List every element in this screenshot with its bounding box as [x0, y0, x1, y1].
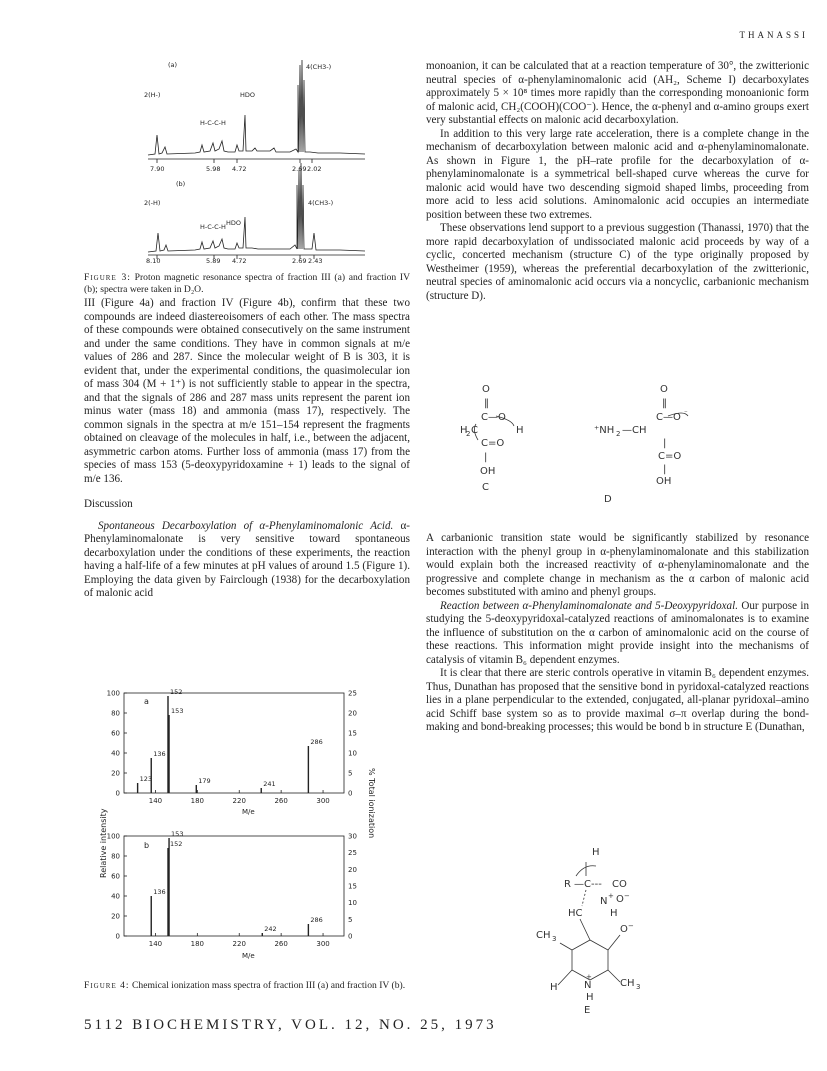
x-tick-a: 140	[148, 797, 163, 805]
section-run-in-title: Spontaneous Decarboxylation of α-Phenylaminomalonic Acid.	[98, 519, 394, 532]
ms-peak-label-b: 286	[310, 916, 323, 924]
svg-text:H: H	[586, 992, 594, 1003]
panel-a-ring-label: H-C-C-H	[200, 119, 226, 127]
x-tick-a: 220	[232, 797, 246, 805]
ms-peak-label-b: 152	[170, 840, 183, 848]
y-tick-right-a: 15	[348, 729, 357, 738]
panel-b-tick: 5.89	[206, 257, 221, 265]
svg-text:−: −	[624, 892, 630, 900]
svg-text:|: |	[663, 438, 667, 449]
panel-a-tick: 2.69	[292, 165, 307, 173]
right-paragraph-2: In addition to this very large rate acceleration, there is a complete change in the mechanism of decarboxylation between malonic acid and α-phenylaminomalonate. As shown in Figure 1, the pH–rate profile for the decarboxylation of α-phenylaminomalonate is a symmetrical bell-shaped curve whereas the curve for malonic acid would have two descending sigmoid shaped limbs, proceeding from more acid to less acid solutions. Aminomalonic acid occupies an intermediate position between these two extremes.	[426, 127, 809, 221]
panel-a-aromatic-label: 2(H-)	[144, 91, 161, 99]
panel-b-tick: 2.69	[292, 257, 307, 265]
svg-text:O: O	[660, 384, 668, 395]
x-tick-b: 300	[316, 940, 330, 948]
right-paragraph-4: A carbanionic transition state would be significantly stabilized by resonance interaction with the phenyl group in α-phenylaminomalonate and this stabilization would explain both the increased reactivity of α-phenylaminomalonate and the progressive and complete change in mechanism as the α carbon of malonic acid becomes substituted with amino and phenyl groups.	[426, 532, 809, 598]
svg-text:C: C	[471, 425, 478, 436]
ms-peak-label-a: 123	[139, 775, 153, 783]
x-axis-label-b: M/e	[242, 952, 255, 960]
svg-text:+: +	[586, 973, 592, 981]
y-tick-right-a: 20	[348, 709, 357, 718]
y-axis-left-label: Relative intensity	[99, 808, 108, 878]
structure-e	[520, 840, 680, 1015]
svg-text:+: +	[608, 892, 614, 900]
panel-b-hdo-label: HDO	[226, 219, 242, 227]
left-paragraph-1: III (Figure 4a) and fraction IV (Figure 4b), confirm that these two compounds are indeed diastereoisomers of each other. The mass spectra of these compounds were obtained consecutively on the same instrument and under the same conditions. They have in common signals at m/e values of 286 and 287. Since the molecular weight of B is 303, it is evident that, under the experimental conditions, the quasimolecular ion of mass 304 (M + 1⁺) is not sufficiently stable to appear in the spectra, and that the signals of 286 and 287 mass units represent the parent ion minus water (mass 18) and ammonia (mass 17), respectively. The common signals in the spectra at m/e 151–154 represent the fragments obtained on cleavage of the molecules in half, i.e., between the adjacent, asymmetric carbon atoms. Further loss of ammonia (mass 17) from the species of mass 153 (5-deoxypyridoxamine + 1) leads to the signal of m/e 136.	[84, 297, 410, 485]
running-head: THANASSI	[739, 30, 808, 40]
svg-text:OH: OH	[656, 476, 672, 487]
svg-text:H: H	[592, 847, 600, 858]
y-tick-left-b: 0	[115, 932, 120, 941]
svg-text:2: 2	[616, 430, 621, 438]
y-tick-left-b: 40	[111, 892, 120, 901]
y-tick-right-a: 10	[348, 749, 357, 758]
svg-text:OH: OH	[480, 466, 496, 477]
svg-text:C=O: C=O	[481, 438, 505, 449]
y-tick-right-a: 0	[348, 789, 353, 798]
svg-text:H: H	[516, 425, 524, 436]
ms-peak-label-a: 241	[263, 780, 276, 788]
svg-text:3: 3	[636, 983, 641, 991]
svg-text:N: N	[584, 980, 592, 991]
svg-text:HC: HC	[568, 908, 583, 919]
right-paragraph-5	[426, 600, 809, 668]
y-tick-left-a: 0	[115, 789, 120, 798]
right-column-bottom	[426, 532, 809, 735]
svg-text:⁻: ⁻	[684, 409, 688, 417]
y-axis-right-label: % Total ionization	[367, 768, 376, 839]
panel-b-label: (b)	[176, 180, 186, 188]
svg-text:2: 2	[466, 430, 471, 438]
y-tick-left-b: 60	[111, 872, 120, 881]
structure-d-label: D	[604, 494, 612, 505]
ms-panel-a-label: a	[144, 697, 149, 706]
section-run-in-title: Reaction between α-Phenylaminomalonate and 5-Deoxypyridoxal.	[440, 599, 738, 612]
svg-text:O: O	[620, 924, 628, 935]
panel-a-hdo-label: HDO	[240, 91, 256, 99]
structures-c-and-d	[426, 380, 809, 520]
svg-text:—CH: —CH	[622, 425, 647, 436]
svg-text:|: |	[484, 452, 488, 463]
y-tick-right-b: 25	[348, 849, 357, 858]
svg-text:‖: ‖	[662, 398, 667, 409]
svg-text:CH: CH	[536, 930, 551, 941]
y-tick-right-b: 30	[348, 832, 357, 841]
y-tick-right-b: 10	[348, 899, 357, 908]
panel-a-tick: 5.98	[206, 165, 221, 173]
figure-3-caption	[84, 272, 410, 295]
section-body: α-Phenylaminomalonate is very sensitive toward spontaneous decarboxylation under the conditions of these experiments, the reaction having a half-life of a few minutes at pH values of around 1.5 (Figure 1). Employing the data given by Fairclough (1938) for the decarboxylation of malonic acid	[84, 519, 410, 599]
ms-peak-label-a: 153	[171, 707, 184, 715]
svg-text:—C---: —C---	[574, 879, 602, 890]
figure-4-mass-spectra	[84, 688, 394, 970]
y-tick-left-a: 80	[111, 709, 120, 718]
figure-3-caption-text: Proton magnetic resonance spectra of fraction III (a) and fraction IV (b); spectra were taken in D₂O.	[84, 272, 411, 295]
y-tick-right-a: 25	[348, 689, 357, 698]
right-paragraph-6: It is clear that there are steric controls operative in vitamin B₆ dependent enzymes. Thus, Dunathan has proposed that the sensitive bond in pyridoxal-catalyzed reactions lies in a plane perpendicular to the extended, conjugated, all-planar pyridoxal–amino acid Schiff base system so as to provide maximal σ–π overlap during the bond-making and bond-breaking processes; this would be bond b in structure E (Dunathan,	[426, 667, 809, 733]
x-tick-b: 220	[232, 940, 246, 948]
y-tick-right-b: 20	[348, 865, 357, 874]
svg-text:C—O: C—O	[481, 412, 506, 423]
y-tick-left-a: 20	[111, 769, 120, 778]
figure-3-caption-label: Figure 3:	[84, 272, 131, 283]
y-tick-right-a: 5	[348, 769, 353, 778]
x-tick-a: 180	[190, 797, 205, 805]
figure-4-caption	[84, 980, 410, 992]
y-tick-right-b: 0	[348, 932, 353, 941]
y-tick-left-a: 100	[106, 689, 120, 698]
svg-text:O: O	[616, 894, 624, 905]
section-body: Our purpose in studying the 5-deoxypyridoxal-catalyzed reactions of aminomalonates is to examine the influence of substitution on the α carbon of aminomalonic acid on the course of these reactions. This information might provide insight into the mechanisms of catalysis of vitamin B₆ dependent enzymes.	[426, 599, 809, 666]
panel-b-tick: 2.43	[308, 257, 323, 265]
ms-peak-label-b: 242	[264, 925, 277, 933]
y-tick-left-b: 20	[111, 912, 120, 921]
svg-text:O: O	[482, 384, 490, 395]
svg-text:H: H	[550, 982, 558, 993]
panel-a-label: (a)	[168, 61, 178, 69]
x-tick-b: 260	[274, 940, 288, 948]
y-tick-left-a: 60	[111, 729, 120, 738]
svg-text:H: H	[460, 425, 468, 436]
figure-4-caption-text: Chemical ionization mass spectra of fraction III (a) and fraction IV (b).	[132, 980, 406, 991]
svg-text:H: H	[610, 908, 618, 919]
svg-text:‖: ‖	[484, 398, 489, 409]
y-tick-right-b: 15	[348, 882, 357, 891]
right-column-top	[426, 60, 809, 303]
y-tick-left-b: 80	[111, 852, 120, 861]
x-tick-b: 140	[148, 940, 163, 948]
x-tick-a: 300	[316, 797, 330, 805]
figure-3-nmr-spectra	[140, 55, 380, 265]
y-tick-right-b: 5	[348, 915, 353, 924]
svg-text:C—O: C—O	[656, 412, 681, 423]
figure-4-caption-label: Figure 4:	[84, 980, 130, 991]
svg-text:N: N	[600, 896, 608, 907]
svg-text:R: R	[564, 879, 571, 890]
panel-b-aromatic-label: 2(-H)	[144, 199, 161, 207]
svg-text:C=O: C=O	[658, 451, 682, 462]
ms-peak-label-a: 286	[310, 738, 323, 746]
discussion-heading: Discussion	[84, 498, 133, 510]
panel-b-ring-label: H-C-C-H	[200, 223, 226, 231]
ms-peak-label-a: 179	[198, 777, 211, 785]
y-tick-left-a: 40	[111, 749, 120, 758]
left-column	[84, 297, 410, 601]
svg-text:−: −	[628, 922, 634, 930]
svg-text:3: 3	[552, 935, 557, 943]
panel-b-methyl-label: 4(CH3-)	[308, 199, 334, 207]
panel-b-tick: 8.10	[146, 257, 161, 265]
svg-text:CO: CO	[612, 879, 627, 890]
ms-peak-label-a: 136	[153, 750, 166, 758]
nmr-panel-a	[148, 60, 365, 163]
right-paragraph-1: monoanion, it can be calculated that at a reaction temperature of 30°, the zwitterionic neutral species of α-phenylaminomalonic acid (AH₂, Scheme I) decarboxylates approximately 5 × 10⁸ times more rapidly than the corresponding monoanionic form of malonic acid, CH₂(COOH)(COO⁻). Hence, the α-phenyl and α-amino groups exert very substantial effects on malonic acid decarboxylation.	[426, 60, 809, 126]
nmr-panel-b	[148, 163, 365, 259]
panel-a-tick: 4.72	[232, 165, 247, 173]
x-axis-label-a: M/e	[242, 808, 255, 816]
svg-text:⁺NH: ⁺NH	[594, 425, 615, 436]
y-tick-left-b: 100	[106, 832, 120, 841]
x-tick-b: 180	[190, 940, 205, 948]
panel-a-tick: 2.02	[307, 165, 322, 173]
right-paragraph-3: These observations lend support to a previous suggestion (Thanassi, 1970) that the more rapid decarboxylation of undissociated malonic acid proceeds by way of a cyclic, concerted mechanism (structure C) of the type originally proposed by Westheimer (1959), whereas the preferential decarboxylation of the zwitterionic, neutral species of aminomalonic acid occurs via a noncyclic, carbanionic mechanism (structure D).	[426, 222, 809, 302]
left-paragraph-2	[84, 520, 410, 601]
svg-text:CH: CH	[620, 978, 635, 989]
ms-peak-label-b: 136	[153, 888, 166, 896]
structure-e-label: E	[584, 1005, 591, 1015]
x-tick-a: 260	[274, 797, 288, 805]
panel-b-tick: 4.72	[232, 257, 247, 265]
svg-text:|: |	[663, 464, 667, 475]
panel-a-tick: 7.90	[150, 165, 165, 173]
ms-peak-label-a: 152	[170, 688, 183, 696]
ms-peak-label-b: 153	[171, 830, 184, 838]
panel-a-methyl-label: 4(CH3-)	[306, 63, 332, 71]
structure-c-label: C	[482, 482, 489, 493]
ms-panel-b-label: b	[144, 841, 150, 850]
page-footer: 5112 BIOCHEMISTRY, VOL. 12, NO. 25, 1973	[84, 1017, 497, 1033]
